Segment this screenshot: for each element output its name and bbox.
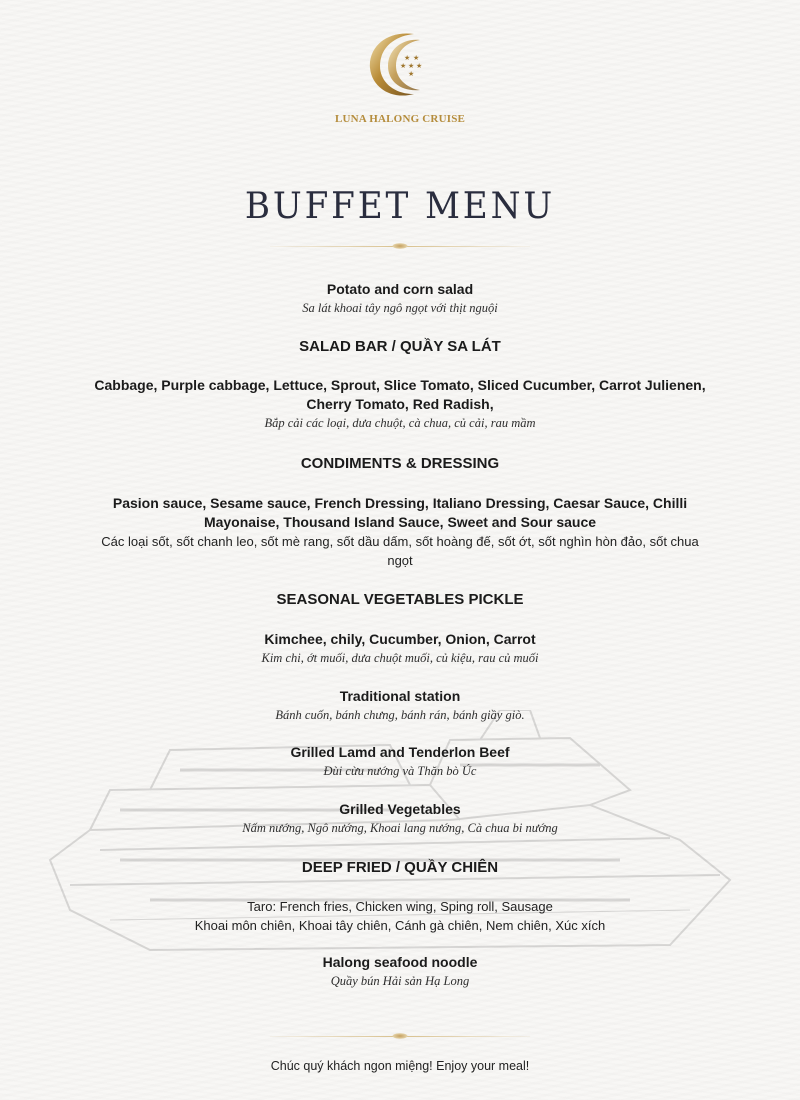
item-list-line: Cabbage, Purple cabbage, Lettuce, Sprout, Slice Tomato, Sliced Cucumber, Carrot Julienen, (94, 377, 706, 393)
item-title: Kimchee, chily, Cucumber, Onion, Carrot (264, 631, 536, 647)
item-title: Grilled Lamd and Tenderlon Beef (290, 744, 510, 760)
brand-name: LUNA HALONG CRUISE (334, 113, 466, 125)
item-translation: Nấm nướng, Ngô nướng, Khoai lang nướng, Cà chua bi nướng (242, 821, 558, 835)
item-list-line: Taro: French fries, Chicken wing, Sping roll, Sausage (247, 899, 553, 914)
section-salad-bar (60, 337, 740, 357)
item-grilled-vegetables (60, 800, 740, 837)
section-pickle (60, 590, 740, 610)
item-translation: Khoai môn chiên, Khoai tây chiên, Cánh gà chiên, Nem chiên, Xúc xích (194, 918, 606, 933)
section-heading: CONDIMENTS & DRESSING (300, 455, 500, 472)
svg-text:★: ★ (404, 54, 411, 62)
svg-text:★: ★ (413, 54, 420, 62)
item-title: Traditional station (339, 688, 461, 704)
section-heading: SEASONAL VEGETABLES PICKLE (276, 591, 524, 608)
svg-text:★: ★ (408, 70, 415, 78)
ornament-divider-bottom (270, 1032, 530, 1040)
item-translation: Bắp cải các loại, dưa chuột, cà chua, củ cải, rau mầm (264, 416, 536, 430)
item-translation: Các loại sốt, sốt chanh leo, sốt mè rang, sốt dầu dấm, sốt hoàng đế, sốt ớt, sốt nghìn hòn đảo, sốt chua (101, 534, 699, 549)
item-translation: Bánh cuốn, bánh chưng, bánh rán, bánh giầy giò. (275, 708, 525, 722)
item-list-line: Cherry Tomato, Red Radish, (306, 396, 494, 412)
section-deep-fried (60, 858, 740, 878)
ornament-divider-top (270, 242, 530, 250)
item-translation: Đùi cừu nướng và Thăn bò Úc (323, 764, 477, 778)
svg-text:★: ★ (400, 62, 407, 70)
footer-message: Chúc quý khách ngon miệng! Enjoy your meal! (270, 1059, 530, 1073)
svg-text:★: ★ (416, 62, 423, 70)
item-list-line: Pasion sauce, Sesame sauce, French Dressing, Italiano Dressing, Caesar Sauce, Chilli (112, 495, 688, 511)
page-title: BUFFET MENU (244, 186, 556, 227)
deep-fried-items (60, 897, 740, 935)
crescent-moon-stars-icon (364, 30, 436, 100)
salad-bar-items (40, 376, 760, 432)
section-condiments (60, 454, 740, 474)
item-seafood-noodle (60, 953, 740, 990)
item-translation: ngọt (387, 553, 413, 568)
svg-text:★: ★ (408, 62, 415, 70)
item-traditional-station (60, 687, 740, 724)
section-heading: SALAD BAR / QUẦY SA LÁT (299, 338, 501, 355)
item-title: Grilled Vegetables (339, 801, 461, 817)
item-translation: Quầy bún Hải sản Hạ Long (330, 974, 470, 988)
item-pickle (60, 630, 740, 667)
condiments-items (40, 494, 760, 570)
item-grilled-meat (60, 743, 740, 780)
item-title: Potato and corn salad (326, 281, 474, 297)
item-list-line: Mayonaise, Thousand Island Sauce, Sweet and Sour sauce (203, 514, 597, 530)
item-translation: Kim chi, ớt muối, dưa chuột muối, củ kiệu, rau củ muối (261, 651, 539, 665)
item-title: Halong seafood noodle (322, 954, 478, 970)
section-heading: DEEP FRIED / QUẦY CHIÊN (301, 859, 499, 876)
item-translation: Sa lát khoai tây ngô ngọt với thịt nguội (302, 301, 498, 315)
item-potato-salad (60, 280, 740, 317)
